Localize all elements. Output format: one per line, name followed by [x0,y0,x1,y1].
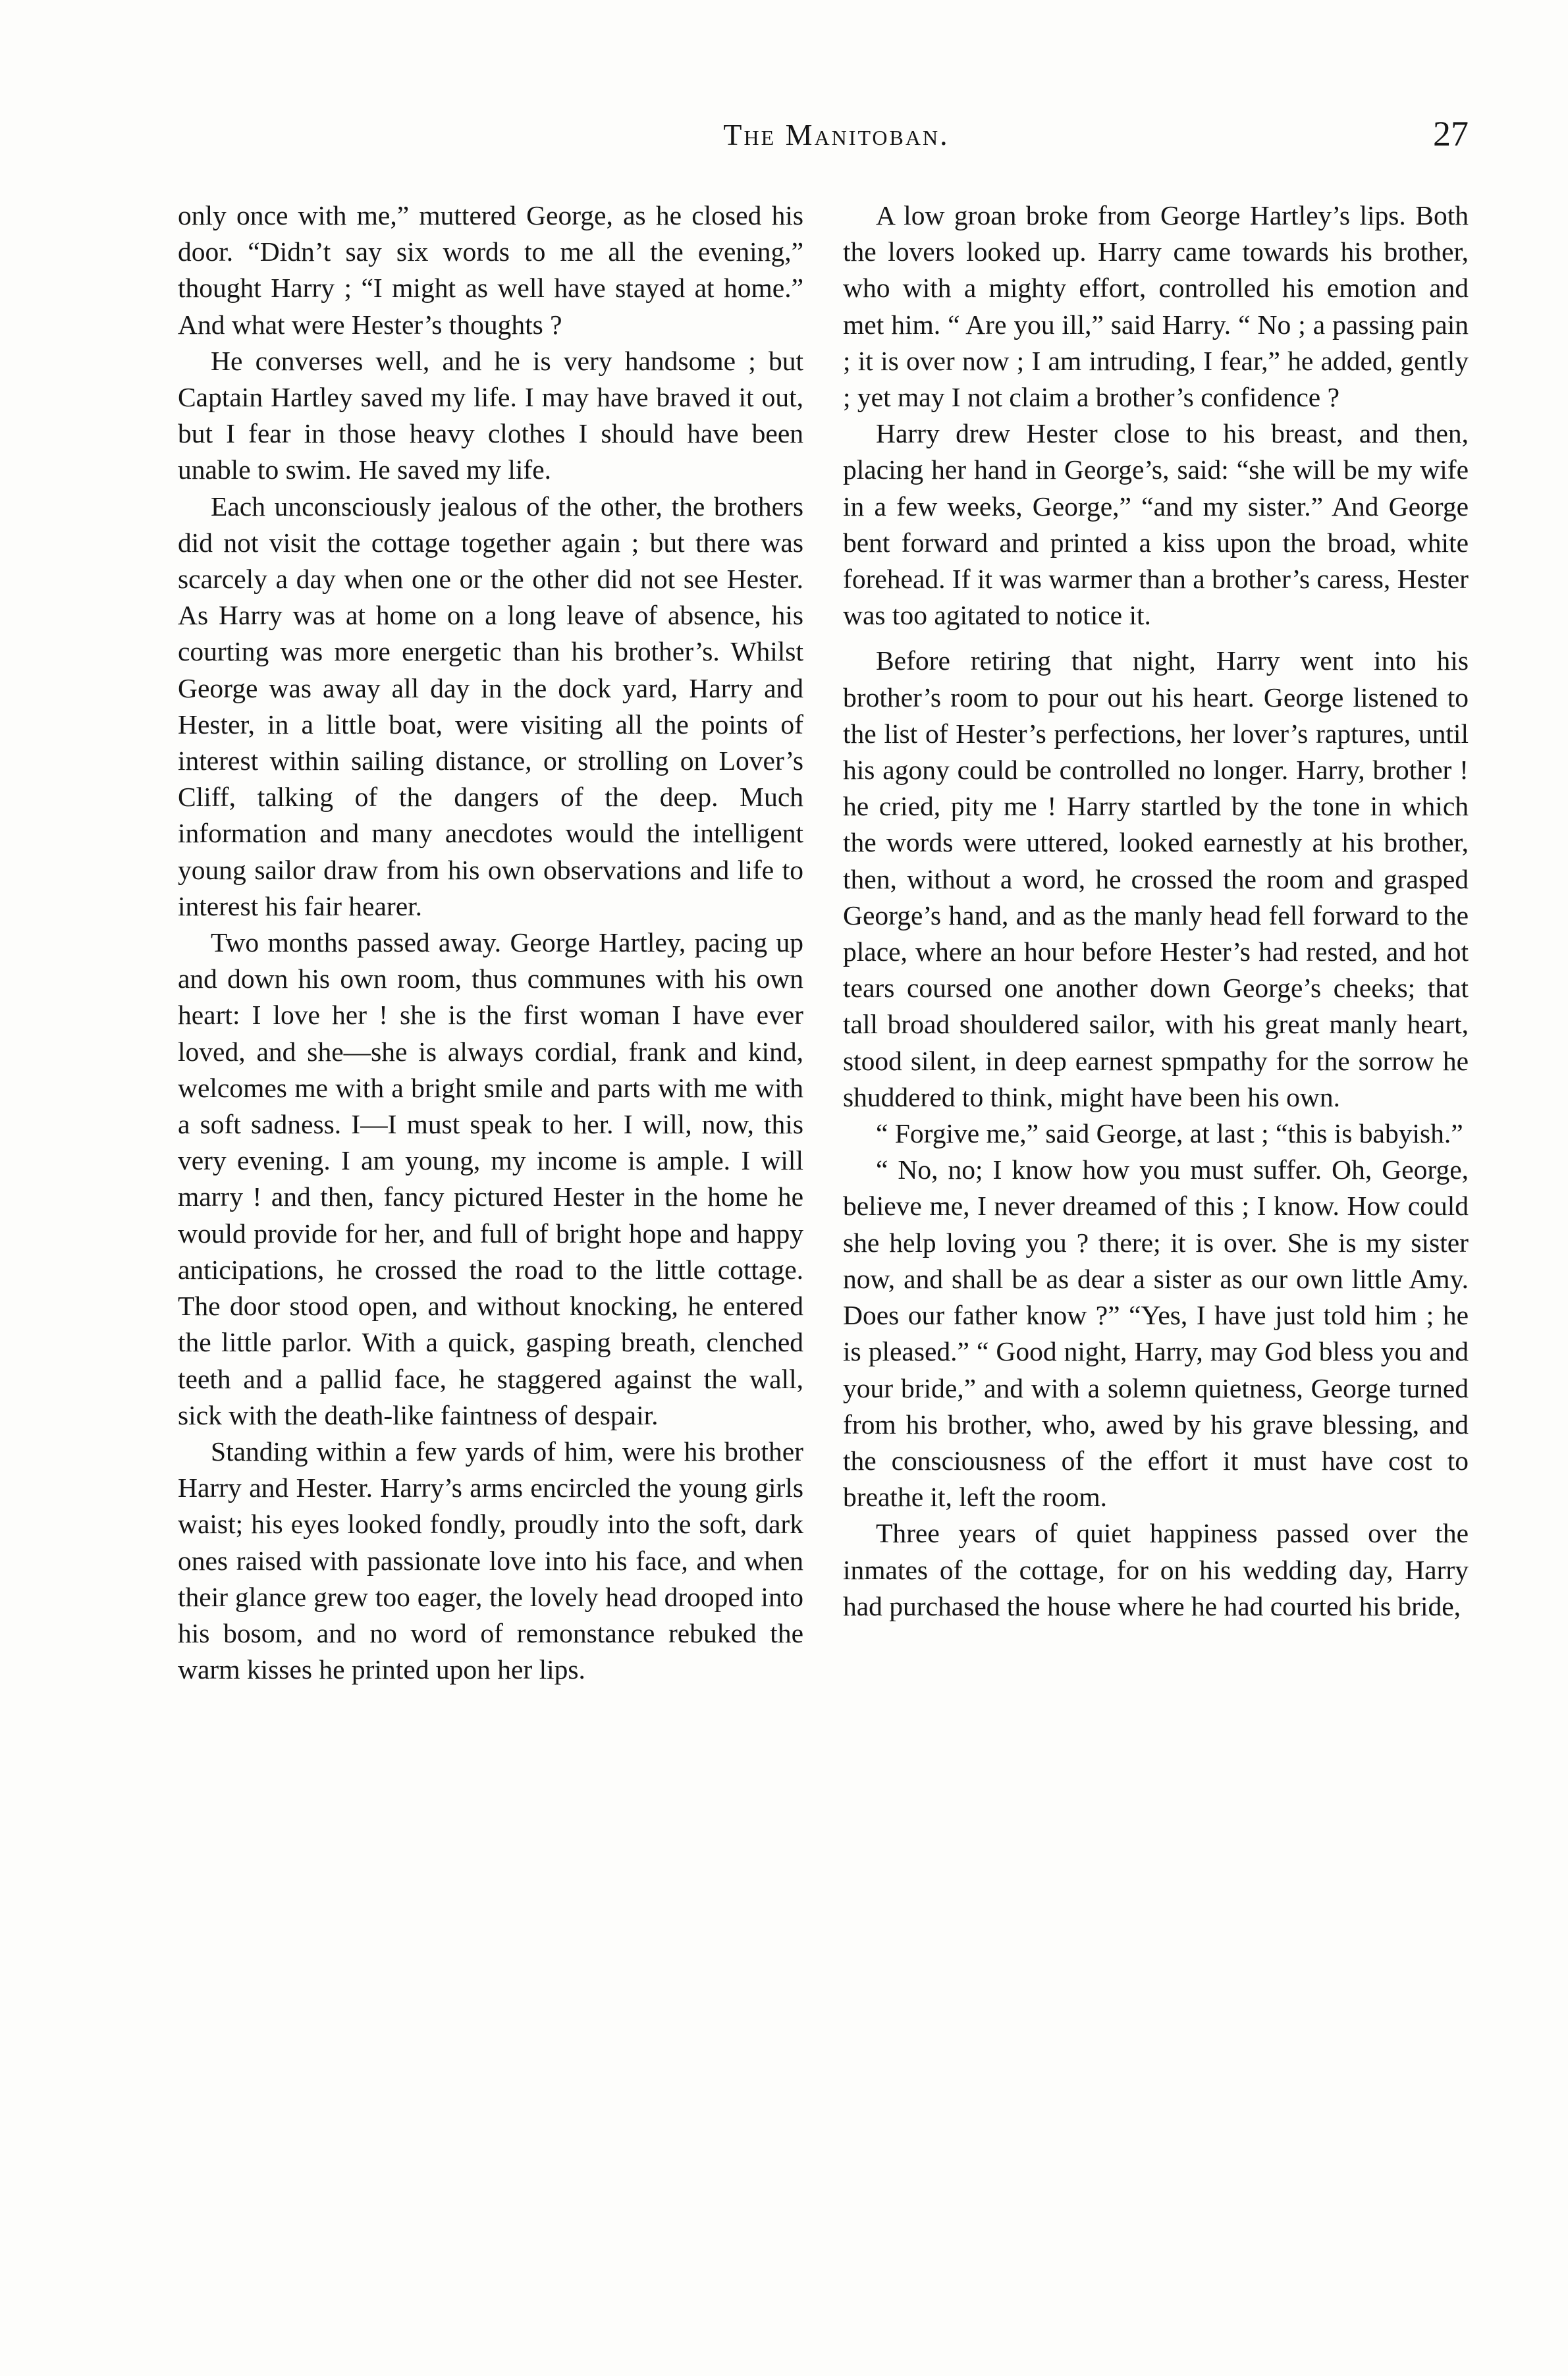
paragraph: Three years of quiet happiness passed over the inmates of the cottage, for on his wedding day, Harry had purchased the house where he had courted his bride, [843,1518,1469,1621]
paragraph: Harry drew Hester close to his breast, and then, placing her hand in George’s, said: “she will be my wife in a few weeks, George,” “and my sister.” And George bent forward and printed a kiss upon the broad, white forehead. If it was warmer than a brother’s caress, Hester was too agitated to notice it. [843,418,1469,631]
paragraph: He converses well, and he is very handsome ; but Captain Hartley saved my life. I may have braved it out, but I fear in those heavy clothes I should have been unable to swim. He saved my life. [178,345,803,485]
page-number: 27 [1433,114,1469,153]
paragraph: Standing within a few yards of him, were his brother Harry and Hester. Harry’s arms encircled the young girls waist; his eyes looked fondly, proudly into the soft, dark ones raised with passionate love into his face, and when their glance grew too eager, the lovely head drooped into his bosom, and no word of remonstance rebuked the warm kisses he printed upon her lips. [178,1436,803,1685]
paragraph: “ No, no; I know how you must suffer. Oh, George, believe me, I never dreamed of this ; I know. How could she help loving you ? there; it is over. She is my sister now, and shall be as dear a sister as our own little Amy. Does our father know ?” “Yes, I have just told him ; he is pleased.” “ Good night, Harry, may God bless you and your bride,” and with a solemn quietness, George turned from his brother, who, awed by his grave blessing, and the consciousness of the effort it must have cost to breathe it, left the room. [843,1154,1469,1513]
paragraph: A low groan broke from George Hartley’s lips. Both the lovers looked up. Harry came towards his brother, who with a mighty effort, controlled his emotion and met him. “ Are you ill,” said Harry. “ No ; a passing pain ; it is over now ; I am intruding, I fear,” he added, gently ; yet may I not claim a brother’s confidence ? [843,200,1469,413]
journal-title: The Manitoban. [723,118,950,151]
paragraph: Before retiring that night, Harry went into his brother’s room to pour out his heart. George listened to the list of Hester’s perfections, her lover’s raptures, until his agony could be controlled no longer. Harry, brother ! he cried, pity me ! Harry startled by the tone in which the words were uttered, looked earnestly at his brother, then, without a word, he crossed the room and grasped George’s hand, and as the manly head fell forward to the place, where an hour before Hester’s had rested, and hot tears coursed one another down George’s cheeks; that tall broad shouldered sailor, with his great manly heart, stood silent, in deep earnest spmpathy for the sorrow he shuddered to think, might have been his own. [843,645,1469,1112]
paragraph: Each unconsciously jealous of the other, the brothers did not visit the cottage together again ; but there was scarcely a day when one or the other did not see Hester. As Harry was at home on a long leave of absence, his courting was more energetic than his brother’s. Whilst George was away all day in the dock yard, Harry and Hester, in a little boat, were visiting all the points of interest within sailing distance, or strolling on Lover’s Cliff, talking of the dangers of the deep. Much information and many anecdotes would the intelligent young sailor draw from his own observations and life to interest his fair hearer. [178,491,803,921]
running-head [204,114,1469,163]
paragraph: only once with me,” muttered George, as he closed his door. “Didn’t say six words to me all the evening,” thought Harry ; “I might as well have stayed at home.” And what were Hester’s thoughts ? [178,200,803,340]
paragraph: “ Forgive me,” said George, at last ; “this is babyish.” [876,1118,1463,1149]
paragraph: Two months passed away. George Hartley, pacing up and down his own room, thus communes with his own heart: I love her ! she is the first woman I have ever loved, and she—she is always cordial, frank and kind, welcomes me with a bright smile and parts with me with a soft sadness. I—I must speak to her. I will, now, this very evening. I am young, my income is ample. I will marry ! and then, fancy pictured Hester in the home he would provide for her, and full of bright hope and happy anticipations, he crossed the road to the little cottage. The door stood open, and without knocking, he entered the little parlor. With a quick, gasping breath, clenched teeth and a pallid face, he staggered against the wall, sick with the death-like faintness of despair. [178,927,803,1430]
left-column [178,198,803,1688]
right-column [843,198,1469,1625]
